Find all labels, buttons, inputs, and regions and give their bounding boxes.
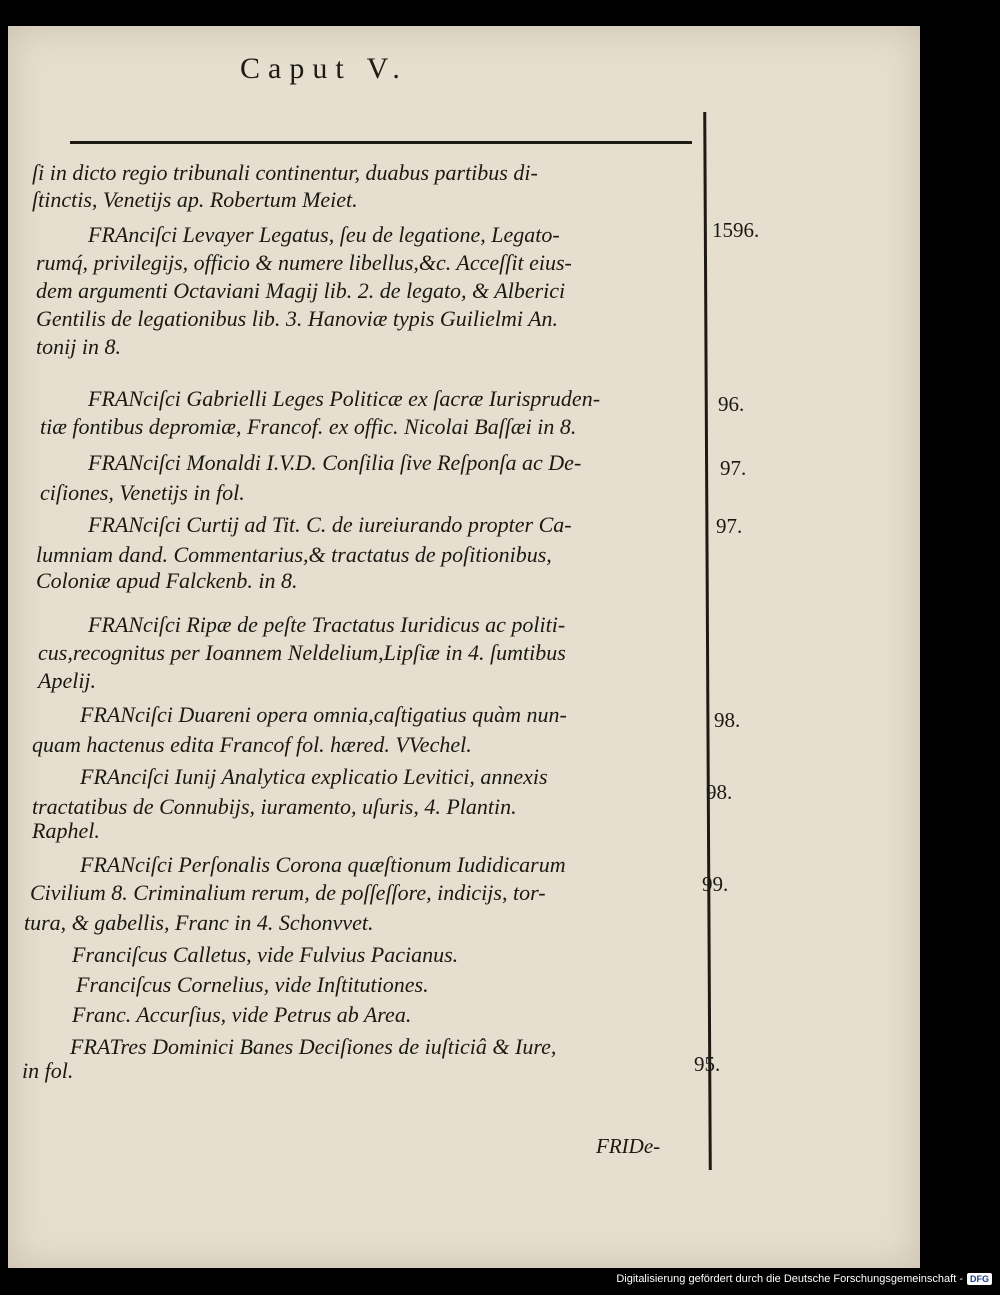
entry-line: FRANciſci Curtij ad Tit. C. de iureiurando propter Ca-: [88, 512, 572, 537]
entry-year: 1596.: [712, 218, 760, 242]
entry-line: ciſiones, Venetijs in fol.: [40, 480, 245, 505]
entry-line: ſi in dicto regio tribunali continentur, duabus partibus di-: [32, 160, 538, 185]
entry-year: 99.: [702, 872, 729, 896]
entry-line: dem argumenti Octaviani Magij lib. 2. de legato, & Alberici: [36, 278, 566, 303]
entry-line: FRANciſci Duareni opera omnia,caſtigatius quàm nun-: [80, 702, 567, 727]
entry-line: FRANciſci Ripæ de peſte Tractatus Iuridicus ac politi-: [88, 612, 566, 637]
dfg-logo: DFG: [967, 1273, 992, 1285]
entry-line: rumq́, privilegijs, officio & numere libellus,&c. Acceſſit eius-: [36, 250, 572, 275]
entry-year: 97.: [716, 514, 743, 538]
entry-line: quam hactenus edita Francof fol. hæred. VVechel.: [32, 732, 472, 757]
entry-year: 96.: [718, 392, 745, 416]
entry-line: lumniam dand. Commentarius,& tractatus de poſitionibus,: [36, 542, 552, 567]
catchword: FRIDe-: [596, 1134, 661, 1158]
entry-line: Gentilis de legationibus lib. 3. Hanoviæ typis Guilielmi An.: [36, 306, 559, 331]
entry-line: Civilium 8. Criminalium rerum, de poſſeſſore, indicijs, tor-: [30, 880, 546, 905]
entry-line: in fol.: [22, 1058, 74, 1083]
entry-line: tractatibus de Connubijs, iuramento, uſuris, 4. Plantin.: [32, 794, 517, 819]
header-rule: [70, 141, 692, 144]
entry-year: 98.: [706, 780, 733, 804]
entry-line: FRANciſci Monaldi I.V.D. Conſilia ſive Reſponſa ac De-: [88, 450, 582, 475]
entry-line: tonij in 8.: [36, 334, 121, 359]
entry-line: Raphel.: [32, 818, 100, 843]
entry-year: 95.: [694, 1052, 721, 1076]
entry-line: cus,recognitus per Ioannem Neldelium,Lipſiæ in 4. ſumtibus: [38, 640, 566, 665]
entry-line: FRATres Dominici Banes Deciſiones de iuſticiâ & Iure,: [70, 1034, 557, 1059]
running-header: Caput V.: [240, 52, 408, 85]
entry-line: tiæ fontibus depromiæ, Francof. ex offic. Nicolai Baſſæi in 8.: [40, 414, 577, 439]
entry-line: Coloniæ apud Falckenb. in 8.: [36, 568, 298, 593]
entry-line: Franciſcus Cornelius, vide Inſtitutiones.: [76, 972, 429, 997]
entry-line: FRAnciſci Iunij Analytica explicatio Levitici, annexis: [80, 764, 548, 789]
entry-line: Apelij.: [38, 668, 97, 693]
entry-line: Franc. Accurſius, vide Petrus ab Area.: [72, 1002, 412, 1027]
entry-line: Franciſcus Calletus, vide Fulvius Pacianus.: [72, 942, 459, 967]
entry-line: FRANciſci Perſonalis Corona quæſtionum Iudidicarum: [80, 852, 566, 877]
entry-year: 97.: [720, 456, 747, 480]
entry-year: 98.: [714, 708, 741, 732]
entry-line: FRANciſci Gabrielli Leges Politicæ ex ſacræ Iurispruden-: [88, 386, 601, 411]
entry-line: ſtinctis, Venetijs ap. Robertum Meiet.: [32, 187, 358, 212]
footer-text: Digitalisierung gefördert durch die Deutsche Forschungsgemeinschaft -: [616, 1273, 963, 1285]
entry-line: tura, & gabellis, Franc in 4. Schonvvet.: [24, 910, 374, 935]
entry-line: FRAnciſci Levayer Legatus, ſeu de legatione, Legato-: [88, 222, 560, 247]
digitization-footer: [616, 1273, 992, 1285]
